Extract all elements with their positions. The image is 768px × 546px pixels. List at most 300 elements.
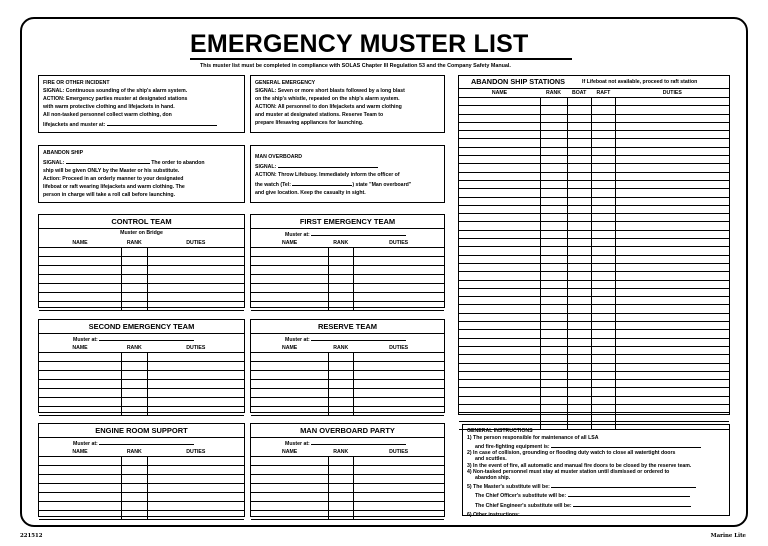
cell-duties[interactable]: [148, 353, 244, 362]
cell-rank[interactable]: [328, 248, 353, 257]
cell-boat[interactable]: [567, 164, 591, 172]
cell-name[interactable]: [459, 180, 540, 188]
cell-raft[interactable]: [591, 322, 615, 330]
cell-rank[interactable]: [328, 407, 353, 416]
cell-rank[interactable]: [328, 353, 353, 362]
cell-duties[interactable]: [616, 247, 729, 255]
cell-boat[interactable]: [567, 413, 591, 421]
cell-name[interactable]: [251, 353, 328, 362]
cell-duties[interactable]: [148, 380, 244, 389]
cell-rank[interactable]: [121, 362, 148, 371]
cell-rank[interactable]: [540, 214, 567, 222]
cell-duties[interactable]: [353, 389, 444, 398]
cell-name[interactable]: [459, 255, 540, 263]
cell-duties[interactable]: [616, 147, 729, 155]
cell-name[interactable]: [459, 230, 540, 238]
cell-name[interactable]: [251, 466, 328, 475]
cell-raft[interactable]: [591, 180, 615, 188]
cell-duties[interactable]: [148, 407, 244, 416]
cell-name[interactable]: [459, 222, 540, 230]
cell-duties[interactable]: [353, 398, 444, 407]
cell-name[interactable]: [251, 380, 328, 389]
first-team-muster-field[interactable]: [311, 229, 406, 236]
cell-boat[interactable]: [567, 297, 591, 305]
cell-boat[interactable]: [567, 355, 591, 363]
cell-rank[interactable]: [328, 389, 353, 398]
cell-boat[interactable]: [567, 363, 591, 371]
cell-duties[interactable]: [353, 257, 444, 266]
cell-name[interactable]: [459, 363, 540, 371]
cell-name[interactable]: [251, 398, 328, 407]
cell-boat[interactable]: [567, 305, 591, 313]
cell-duties[interactable]: [616, 189, 729, 197]
cell-name[interactable]: [459, 346, 540, 354]
cell-boat[interactable]: [567, 205, 591, 213]
cell-raft[interactable]: [591, 172, 615, 180]
cell-duties[interactable]: [353, 502, 444, 511]
cell-boat[interactable]: [567, 247, 591, 255]
cell-name[interactable]: [459, 114, 540, 122]
cell-duties[interactable]: [616, 388, 729, 396]
cell-duties[interactable]: [353, 475, 444, 484]
cell-duties[interactable]: [148, 493, 244, 502]
cell-duties[interactable]: [148, 302, 244, 311]
cell-duties[interactable]: [616, 313, 729, 321]
cell-duties[interactable]: [616, 380, 729, 388]
cell-rank[interactable]: [328, 466, 353, 475]
cell-name[interactable]: [39, 293, 121, 302]
cell-name[interactable]: [459, 338, 540, 346]
cell-duties[interactable]: [148, 371, 244, 380]
cell-raft[interactable]: [591, 305, 615, 313]
cell-raft[interactable]: [591, 346, 615, 354]
cell-rank[interactable]: [540, 371, 567, 379]
reserve-team-muster-field[interactable]: [311, 334, 406, 341]
cell-name[interactable]: [251, 284, 328, 293]
cell-raft[interactable]: [591, 147, 615, 155]
cell-rank[interactable]: [540, 404, 567, 412]
cell-raft[interactable]: [591, 131, 615, 139]
cell-name[interactable]: [251, 275, 328, 284]
cell-name[interactable]: [459, 272, 540, 280]
cell-rank[interactable]: [121, 457, 148, 466]
cell-rank[interactable]: [328, 266, 353, 275]
cell-boat[interactable]: [567, 106, 591, 114]
cell-raft[interactable]: [591, 189, 615, 197]
other-instructions-field[interactable]: [521, 509, 691, 516]
cell-rank[interactable]: [540, 180, 567, 188]
cell-rank[interactable]: [121, 248, 148, 257]
cell-name[interactable]: [459, 122, 540, 130]
cell-rank[interactable]: [121, 371, 148, 380]
cell-name[interactable]: [39, 275, 121, 284]
chief-engineer-substitute-field[interactable]: [573, 500, 691, 507]
cell-name[interactable]: [251, 484, 328, 493]
cell-duties[interactable]: [616, 222, 729, 230]
cell-raft[interactable]: [591, 164, 615, 172]
cell-raft[interactable]: [591, 114, 615, 122]
cell-raft[interactable]: [591, 330, 615, 338]
cell-name[interactable]: [251, 293, 328, 302]
cell-name[interactable]: [459, 197, 540, 205]
cell-boat[interactable]: [567, 404, 591, 412]
cell-rank[interactable]: [328, 502, 353, 511]
cell-duties[interactable]: [353, 293, 444, 302]
cell-duties[interactable]: [353, 362, 444, 371]
cell-raft[interactable]: [591, 230, 615, 238]
cell-rank[interactable]: [328, 511, 353, 520]
cell-duties[interactable]: [148, 248, 244, 257]
cell-name[interactable]: [459, 371, 540, 379]
cell-boat[interactable]: [567, 255, 591, 263]
cell-raft[interactable]: [591, 338, 615, 346]
cell-rank[interactable]: [540, 272, 567, 280]
cell-boat[interactable]: [567, 222, 591, 230]
second-team-muster-field[interactable]: [99, 334, 194, 341]
cell-name[interactable]: [251, 502, 328, 511]
cell-rank[interactable]: [540, 330, 567, 338]
cell-rank[interactable]: [540, 338, 567, 346]
cell-rank[interactable]: [328, 457, 353, 466]
cell-rank[interactable]: [121, 389, 148, 398]
cell-rank[interactable]: [121, 284, 148, 293]
cell-duties[interactable]: [616, 280, 729, 288]
cell-name[interactable]: [251, 511, 328, 520]
cell-rank[interactable]: [540, 98, 567, 106]
cell-raft[interactable]: [591, 205, 615, 213]
cell-rank[interactable]: [540, 189, 567, 197]
cell-duties[interactable]: [616, 131, 729, 139]
cell-name[interactable]: [39, 380, 121, 389]
cell-duties[interactable]: [616, 255, 729, 263]
cell-boat[interactable]: [567, 180, 591, 188]
cell-boat[interactable]: [567, 346, 591, 354]
cell-duties[interactable]: [616, 156, 729, 164]
cell-boat[interactable]: [567, 288, 591, 296]
cell-name[interactable]: [459, 330, 540, 338]
cell-raft[interactable]: [591, 247, 615, 255]
cell-duties[interactable]: [148, 457, 244, 466]
cell-raft[interactable]: [591, 263, 615, 271]
master-substitute-field[interactable]: [551, 481, 696, 488]
cell-duties[interactable]: [616, 197, 729, 205]
cell-name[interactable]: [39, 511, 121, 520]
cell-name[interactable]: [39, 284, 121, 293]
cell-duties[interactable]: [148, 502, 244, 511]
cell-rank[interactable]: [540, 164, 567, 172]
cell-name[interactable]: [459, 139, 540, 147]
cell-rank[interactable]: [540, 139, 567, 147]
cell-duties[interactable]: [616, 404, 729, 412]
cell-name[interactable]: [39, 248, 121, 257]
cell-rank[interactable]: [540, 147, 567, 155]
cell-duties[interactable]: [353, 266, 444, 275]
cell-raft[interactable]: [591, 280, 615, 288]
cell-raft[interactable]: [591, 396, 615, 404]
cell-rank[interactable]: [540, 222, 567, 230]
cell-raft[interactable]: [591, 222, 615, 230]
cell-duties[interactable]: [616, 297, 729, 305]
cell-boat[interactable]: [567, 147, 591, 155]
cell-rank[interactable]: [540, 247, 567, 255]
cell-rank[interactable]: [540, 280, 567, 288]
cell-duties[interactable]: [353, 248, 444, 257]
cell-rank[interactable]: [121, 511, 148, 520]
cell-duties[interactable]: [148, 484, 244, 493]
cell-name[interactable]: [459, 404, 540, 412]
cell-name[interactable]: [459, 106, 540, 114]
cell-name[interactable]: [39, 302, 121, 311]
cell-name[interactable]: [459, 172, 540, 180]
cell-rank[interactable]: [540, 346, 567, 354]
cell-name[interactable]: [39, 457, 121, 466]
cell-name[interactable]: [251, 457, 328, 466]
cell-rank[interactable]: [540, 114, 567, 122]
cell-duties[interactable]: [616, 305, 729, 313]
cell-name[interactable]: [251, 248, 328, 257]
cell-name[interactable]: [39, 398, 121, 407]
cell-duties[interactable]: [353, 457, 444, 466]
cell-duties[interactable]: [353, 511, 444, 520]
cell-boat[interactable]: [567, 131, 591, 139]
cell-duties[interactable]: [616, 239, 729, 247]
cell-rank[interactable]: [540, 172, 567, 180]
engine-team-muster-field[interactable]: [99, 438, 194, 445]
cell-name[interactable]: [251, 493, 328, 502]
cell-raft[interactable]: [591, 214, 615, 222]
cell-name[interactable]: [459, 247, 540, 255]
cell-name[interactable]: [39, 257, 121, 266]
cell-name[interactable]: [39, 493, 121, 502]
cell-raft[interactable]: [591, 355, 615, 363]
cell-name[interactable]: [459, 288, 540, 296]
cell-raft[interactable]: [591, 197, 615, 205]
cell-name[interactable]: [39, 466, 121, 475]
cell-name[interactable]: [459, 205, 540, 213]
cell-raft[interactable]: [591, 371, 615, 379]
cell-rank[interactable]: [121, 502, 148, 511]
cell-rank[interactable]: [540, 106, 567, 114]
cell-duties[interactable]: [616, 413, 729, 421]
cell-boat[interactable]: [567, 139, 591, 147]
cell-duties[interactable]: [148, 266, 244, 275]
cell-rank[interactable]: [121, 475, 148, 484]
cell-raft[interactable]: [591, 98, 615, 106]
cell-boat[interactable]: [567, 197, 591, 205]
cell-duties[interactable]: [616, 322, 729, 330]
cell-rank[interactable]: [121, 380, 148, 389]
cell-duties[interactable]: [616, 263, 729, 271]
cell-name[interactable]: [459, 297, 540, 305]
cell-raft[interactable]: [591, 363, 615, 371]
cell-name[interactable]: [39, 389, 121, 398]
cell-rank[interactable]: [121, 266, 148, 275]
cell-duties[interactable]: [148, 275, 244, 284]
cell-name[interactable]: [251, 362, 328, 371]
cell-duties[interactable]: [616, 355, 729, 363]
chief-officer-substitute-field[interactable]: [568, 490, 690, 497]
cell-rank[interactable]: [540, 205, 567, 213]
cell-name[interactable]: [459, 189, 540, 197]
cell-name[interactable]: [459, 413, 540, 421]
cell-name[interactable]: [459, 388, 540, 396]
cell-rank[interactable]: [121, 353, 148, 362]
cell-duties[interactable]: [616, 172, 729, 180]
cell-boat[interactable]: [567, 239, 591, 247]
cell-duties[interactable]: [353, 493, 444, 502]
cell-name[interactable]: [459, 156, 540, 164]
cell-raft[interactable]: [591, 122, 615, 130]
overboard-tel-field[interactable]: [292, 179, 352, 186]
mob-team-muster-field[interactable]: [311, 438, 406, 445]
cell-rank[interactable]: [328, 362, 353, 371]
cell-raft[interactable]: [591, 380, 615, 388]
fire-muster-field[interactable]: [107, 119, 217, 126]
cell-name[interactable]: [459, 380, 540, 388]
cell-raft[interactable]: [591, 313, 615, 321]
cell-duties[interactable]: [616, 346, 729, 354]
cell-name[interactable]: [39, 407, 121, 416]
cell-rank[interactable]: [121, 484, 148, 493]
cell-rank[interactable]: [540, 388, 567, 396]
cell-rank[interactable]: [540, 322, 567, 330]
cell-duties[interactable]: [616, 98, 729, 106]
cell-rank[interactable]: [328, 257, 353, 266]
cell-duties[interactable]: [148, 511, 244, 520]
cell-duties[interactable]: [616, 106, 729, 114]
cell-boat[interactable]: [567, 272, 591, 280]
cell-duties[interactable]: [148, 389, 244, 398]
cell-raft[interactable]: [591, 239, 615, 247]
cell-duties[interactable]: [616, 214, 729, 222]
cell-duties[interactable]: [616, 114, 729, 122]
cell-duties[interactable]: [616, 330, 729, 338]
cell-raft[interactable]: [591, 106, 615, 114]
cell-duties[interactable]: [616, 272, 729, 280]
cell-duties[interactable]: [616, 122, 729, 130]
cell-name[interactable]: [251, 257, 328, 266]
cell-rank[interactable]: [540, 263, 567, 271]
cell-boat[interactable]: [567, 280, 591, 288]
cell-duties[interactable]: [148, 398, 244, 407]
cell-duties[interactable]: [616, 164, 729, 172]
cell-rank[interactable]: [121, 302, 148, 311]
cell-rank[interactable]: [540, 313, 567, 321]
cell-raft[interactable]: [591, 404, 615, 412]
cell-name[interactable]: [459, 131, 540, 139]
cell-boat[interactable]: [567, 396, 591, 404]
cell-boat[interactable]: [567, 380, 591, 388]
cell-duties[interactable]: [148, 362, 244, 371]
cell-duties[interactable]: [148, 284, 244, 293]
cell-duties[interactable]: [616, 396, 729, 404]
cell-name[interactable]: [459, 305, 540, 313]
cell-rank[interactable]: [328, 475, 353, 484]
cell-rank[interactable]: [328, 293, 353, 302]
cell-boat[interactable]: [567, 330, 591, 338]
lsa-responsible-field[interactable]: [551, 441, 701, 448]
cell-boat[interactable]: [567, 371, 591, 379]
cell-rank[interactable]: [540, 305, 567, 313]
cell-name[interactable]: [459, 263, 540, 271]
cell-raft[interactable]: [591, 139, 615, 147]
cell-rank[interactable]: [540, 131, 567, 139]
cell-duties[interactable]: [148, 466, 244, 475]
cell-raft[interactable]: [591, 413, 615, 421]
overboard-signal-field[interactable]: [278, 161, 378, 168]
cell-name[interactable]: [251, 266, 328, 275]
cell-duties[interactable]: [353, 371, 444, 380]
cell-boat[interactable]: [567, 172, 591, 180]
cell-rank[interactable]: [328, 493, 353, 502]
cell-name[interactable]: [459, 322, 540, 330]
cell-boat[interactable]: [567, 263, 591, 271]
cell-rank[interactable]: [328, 380, 353, 389]
cell-duties[interactable]: [353, 466, 444, 475]
cell-name[interactable]: [39, 371, 121, 380]
cell-boat[interactable]: [567, 156, 591, 164]
cell-boat[interactable]: [567, 322, 591, 330]
cell-rank[interactable]: [121, 257, 148, 266]
cell-raft[interactable]: [591, 156, 615, 164]
cell-duties[interactable]: [353, 407, 444, 416]
cell-name[interactable]: [459, 239, 540, 247]
cell-duties[interactable]: [353, 380, 444, 389]
cell-rank[interactable]: [121, 293, 148, 302]
cell-boat[interactable]: [567, 230, 591, 238]
cell-rank[interactable]: [328, 371, 353, 380]
cell-name[interactable]: [251, 371, 328, 380]
cell-boat[interactable]: [567, 122, 591, 130]
cell-duties[interactable]: [148, 293, 244, 302]
cell-boat[interactable]: [567, 214, 591, 222]
cell-rank[interactable]: [328, 284, 353, 293]
cell-duties[interactable]: [616, 230, 729, 238]
cell-name[interactable]: [251, 389, 328, 398]
cell-duties[interactable]: [616, 139, 729, 147]
cell-name[interactable]: [39, 502, 121, 511]
cell-name[interactable]: [39, 484, 121, 493]
cell-name[interactable]: [251, 302, 328, 311]
cell-rank[interactable]: [328, 484, 353, 493]
cell-rank[interactable]: [540, 363, 567, 371]
cell-boat[interactable]: [567, 189, 591, 197]
cell-duties[interactable]: [616, 205, 729, 213]
cell-duties[interactable]: [616, 371, 729, 379]
cell-name[interactable]: [459, 280, 540, 288]
cell-duties[interactable]: [616, 363, 729, 371]
cell-boat[interactable]: [567, 313, 591, 321]
cell-name[interactable]: [459, 396, 540, 404]
cell-rank[interactable]: [540, 413, 567, 421]
cell-raft[interactable]: [591, 388, 615, 396]
cell-name[interactable]: [459, 313, 540, 321]
cell-boat[interactable]: [567, 388, 591, 396]
cell-rank[interactable]: [328, 275, 353, 284]
cell-duties[interactable]: [616, 288, 729, 296]
cell-name[interactable]: [459, 355, 540, 363]
cell-raft[interactable]: [591, 272, 615, 280]
cell-name[interactable]: [459, 147, 540, 155]
cell-rank[interactable]: [121, 466, 148, 475]
cell-raft[interactable]: [591, 297, 615, 305]
cell-name[interactable]: [39, 475, 121, 484]
cell-raft[interactable]: [591, 255, 615, 263]
cell-rank[interactable]: [540, 239, 567, 247]
cell-name[interactable]: [251, 475, 328, 484]
cell-rank[interactable]: [540, 355, 567, 363]
cell-boat[interactable]: [567, 338, 591, 346]
